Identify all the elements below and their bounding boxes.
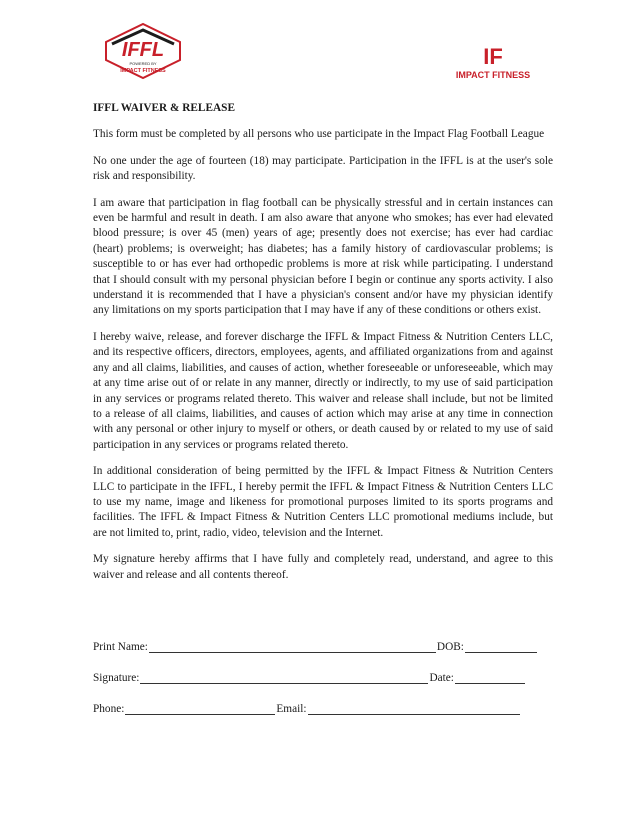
- dob-label: DOB:: [436, 641, 464, 653]
- impact-fitness-mark: IF: [483, 44, 503, 69]
- iffl-logo-text: IFFL: [121, 39, 165, 61]
- signature-row: [93, 669, 553, 684]
- iffl-logo-subtext: IMPACT FITNESS: [120, 68, 166, 74]
- date-label: Date:: [429, 672, 454, 684]
- paragraph-signature: My signature hereby affirms that I have fully and completely read, understand, and agree to this waiver and release and all contents thereof.: [93, 553, 553, 581]
- paragraph-intro: This form must be completed by all persons who use participate in the Impact Flag Football League: [93, 128, 545, 141]
- paragraph-release: I hereby waive, release, and forever discharge the IFFL & Impact Fitness & Nutrition Centers LLC, and its respective officers, directors, employees, agents, and affiliated organizations from and against any and all claims, liabilities, and causes of action, whether foreseeable or unforeseeable, which may at any time arise out of or relate in any manner, directly or indirectly, to my use of said participation in any services or programs related thereto. This waiver and release shall include, but not be limited to a release of all claims, liabilities, and causes of action which may arise at any time in connection with any personal or other injury to myself or others, or death caused by or related to my use of said participation in any services or programs related thereto.: [93, 330, 553, 451]
- signature-fields: [93, 638, 553, 731]
- impact-fitness-logo-text: IMPACT FITNESS: [455, 70, 531, 80]
- iffl-logo-small: POWERED BY: [129, 61, 157, 66]
- phone-label: Phone:: [93, 703, 125, 715]
- phone-email-row: [93, 700, 553, 715]
- signature-line[interactable]: [140, 672, 428, 684]
- document-title: IFFL WAIVER & RELEASE: [93, 102, 235, 114]
- waiver-body: [93, 101, 553, 594]
- impact-fitness-logo: [452, 42, 534, 82]
- print-name-row: [93, 638, 553, 653]
- signature-label: Signature:: [93, 672, 140, 684]
- paragraph-age: No one under the age of fourteen (18) may participate. Participation in the IFFL is at the user's sole risk and responsibility.: [93, 154, 553, 183]
- email-label: Email:: [276, 703, 307, 715]
- date-line[interactable]: [455, 672, 525, 684]
- phone-line[interactable]: [125, 703, 275, 715]
- dob-line[interactable]: [465, 641, 537, 653]
- print-name-line[interactable]: [149, 641, 436, 653]
- print-name-label: Print Name:: [93, 641, 148, 653]
- email-line[interactable]: [308, 703, 520, 715]
- iffl-logo: [98, 20, 188, 84]
- paragraph-risk: I am aware that participation in flag football can be physically stressful and in certain instances can even be harmful and result in death. I am also aware that anyone who smokes; has ever had elevated blood pressure; is over 45 (men) years of age; presently does not exercise; has ever had cardiac (heart) problems; is overweight; has diabetes; has a family history of cardiovascular problems; is susceptible to or has ever had orthopedic problems is more at risk while participating. I understand that I should consult with my personal physician before I begin or continue any sports activity. I also understand it is recommended that I have a physician's consent and/or have my physician identify any limitations on my sports participation that I may have if any of these conditions or others exist.: [93, 196, 553, 317]
- paragraph-likeness: In additional consideration of being permitted by the IFFL & Impact Fitness & Nutrition Centers LLC to participate in the IFFL, I hereby permit the IFFL & Impact Fitness & Nutrition Centers LLC to use my name, image and likeness for promotional purposes limited to its sports programs and facilities. The IFFL & Impact Fitness & Nutrition Centers LLC promotional mediums include, but are not limited to, print, radio, video, television and the Internet.: [93, 465, 553, 539]
